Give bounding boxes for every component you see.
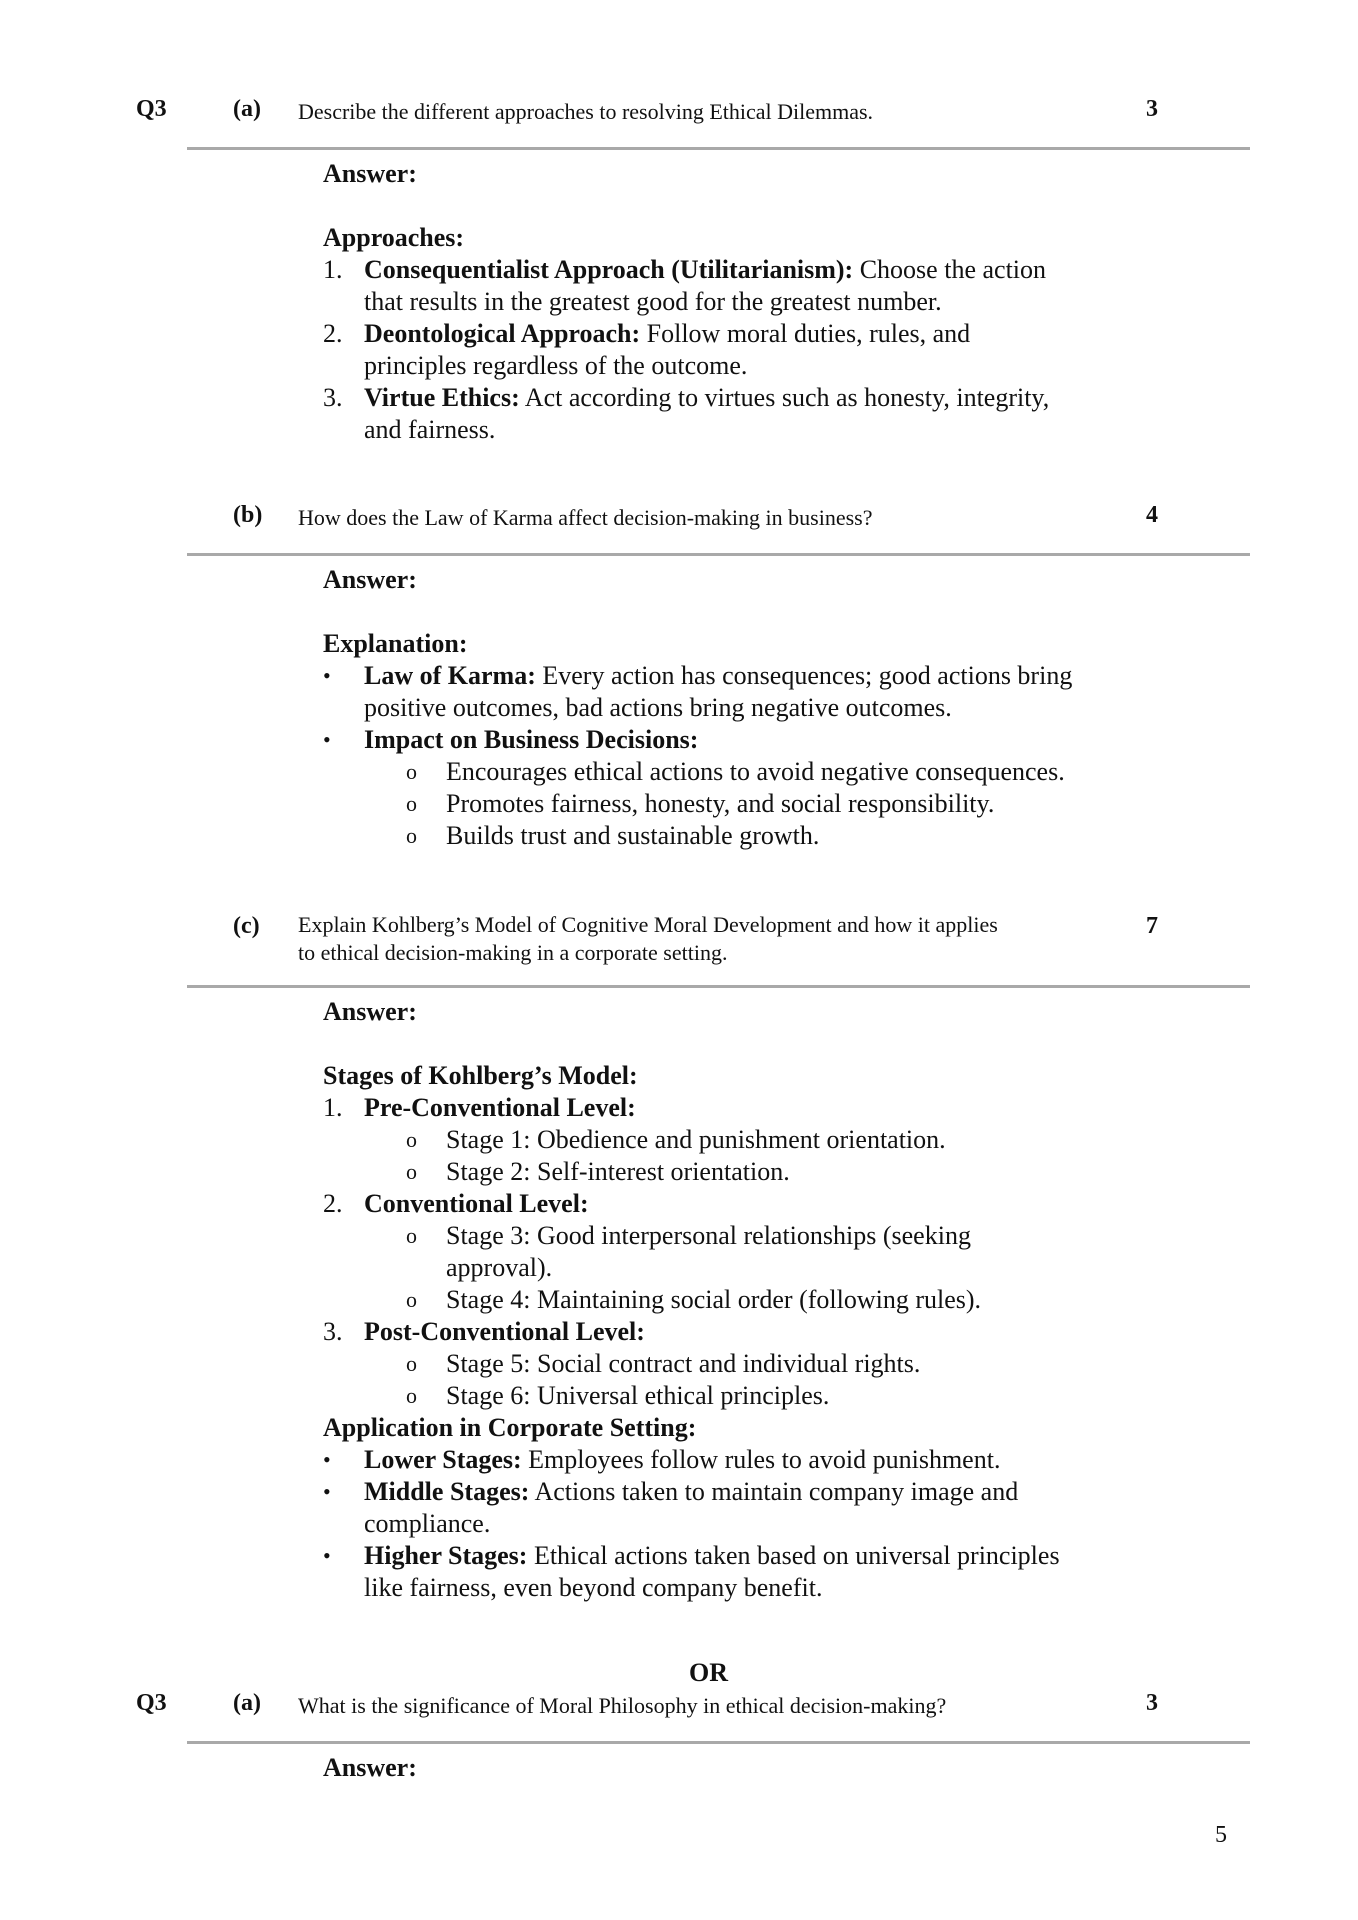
level-title: Pre-Conventional Level: — [364, 1093, 636, 1122]
question-text: Describe the different approaches to resolving Ethical Dilemmas. — [298, 99, 874, 124]
item-term: Lower Stages: — [364, 1445, 522, 1474]
sub-bullet-icon: o — [406, 791, 417, 816]
item-term: Law of Karma: — [364, 661, 536, 690]
item-text: Choose the action — [853, 255, 1047, 284]
item-text: Act according to virtues such as honesty, integrity, — [519, 383, 1050, 412]
sub-bullet-icon: o — [406, 759, 417, 784]
answer-label: Answer: — [323, 159, 417, 188]
stage-item: Stage 1: Obedience and punishment orientation. — [446, 1125, 946, 1154]
question-marks: 3 — [1146, 1690, 1158, 1716]
list-item — [364, 254, 1046, 286]
answer-label: Answer: — [323, 565, 417, 594]
question-number: Q3 — [136, 96, 167, 122]
list-number: 3. — [323, 383, 343, 412]
sub-item: Builds trust and sustainable growth. — [446, 821, 820, 850]
item-term: Middle Stages: — [364, 1477, 530, 1506]
section-heading: Explanation: — [323, 629, 468, 658]
sub-bullet-icon: o — [406, 1383, 417, 1408]
question-part: (c) — [233, 913, 260, 939]
item-continuation: like fairness, even beyond company benefit. — [364, 1573, 823, 1602]
bullet-icon: • — [323, 727, 331, 752]
stage-continuation: approval). — [446, 1253, 553, 1282]
list-number: 2. — [323, 1189, 343, 1218]
bullet-item — [364, 660, 1072, 692]
bullet-item — [364, 1444, 1000, 1476]
item-text: Every action has consequences; good actions bring — [535, 661, 1073, 690]
answer-label: Answer: — [323, 997, 417, 1026]
item-continuation: compliance. — [364, 1509, 491, 1538]
sub-item: Encourages ethical actions to avoid negative consequences. — [446, 757, 1065, 786]
item-term: Virtue Ethics: — [364, 383, 520, 412]
bullet-icon: • — [323, 1447, 331, 1472]
item-text: Follow moral duties, rules, and — [640, 319, 971, 348]
divider — [187, 985, 1250, 988]
item-text: Actions taken to maintain company image and — [529, 1477, 1019, 1506]
question-text: What is the significance of Moral Philosophy in ethical decision-making? — [298, 1693, 947, 1718]
sub-item: Promotes fairness, honesty, and social responsibility. — [446, 789, 995, 818]
section-heading: Application in Corporate Setting: — [323, 1413, 697, 1442]
question-part: (a) — [233, 96, 261, 122]
question-part: (a) — [233, 1690, 261, 1716]
question-marks: 7 — [1146, 913, 1158, 939]
item-continuation: and fairness. — [364, 415, 496, 444]
item-continuation: positive outcomes, bad actions bring negative outcomes. — [364, 693, 952, 722]
divider — [187, 1741, 1250, 1744]
question-text: How does the Law of Karma affect decision-making in business? — [298, 505, 873, 530]
question-text-line2: to ethical decision-making in a corporate setting. — [298, 940, 728, 965]
level-title: Post-Conventional Level: — [364, 1317, 645, 1346]
list-number: 2. — [323, 319, 343, 348]
list-number: 3. — [323, 1317, 343, 1346]
divider — [187, 553, 1250, 556]
sub-bullet-icon: o — [406, 1351, 417, 1376]
question-number: Q3 — [136, 1690, 167, 1716]
list-number: 1. — [323, 255, 343, 284]
page-number: 5 — [1215, 1822, 1227, 1848]
item-term: Deontological Approach: — [364, 319, 641, 348]
question-part: (b) — [233, 502, 263, 528]
sub-bullet-icon: o — [406, 1223, 417, 1248]
stage-item: Stage 6: Universal ethical principles. — [446, 1381, 830, 1410]
stage-item: Stage 2: Self-interest orientation. — [446, 1157, 790, 1186]
item-term: Consequentialist Approach (Utilitarianism): — [364, 255, 854, 284]
item-text: Employees follow rules to avoid punishment. — [521, 1445, 1001, 1474]
bullet-icon: • — [323, 663, 331, 688]
sub-bullet-icon: o — [406, 1159, 417, 1184]
or-separator: OR — [689, 1658, 728, 1687]
stage-item: Stage 3: Good interpersonal relationships (seeking — [446, 1221, 971, 1250]
section-heading: Stages of Kohlberg’s Model: — [323, 1061, 638, 1090]
list-number: 1. — [323, 1093, 343, 1122]
bullet-item: Impact on Business Decisions: — [364, 725, 699, 754]
question-text-line1: Explain Kohlberg’s Model of Cognitive Moral Development and how it applies — [298, 912, 998, 937]
item-continuation: that results in the greatest good for the greatest number. — [364, 287, 942, 316]
bullet-item — [364, 1540, 1060, 1572]
item-continuation: principles regardless of the outcome. — [364, 351, 748, 380]
list-item — [364, 382, 1049, 414]
stage-item: Stage 4: Maintaining social order (following rules). — [446, 1285, 982, 1314]
divider — [187, 147, 1250, 150]
item-text: Ethical actions taken based on universal principles — [527, 1541, 1060, 1570]
question-marks: 4 — [1146, 502, 1158, 528]
bullet-icon: • — [323, 1479, 331, 1504]
answer-label: Answer: — [323, 1753, 417, 1782]
bullet-item — [364, 1476, 1018, 1508]
level-title: Conventional Level: — [364, 1189, 589, 1218]
bullet-icon: • — [323, 1543, 331, 1568]
sub-bullet-icon: o — [406, 1127, 417, 1152]
question-marks: 3 — [1146, 96, 1158, 122]
list-item — [364, 318, 970, 350]
section-heading: Approaches: — [323, 223, 465, 252]
sub-bullet-icon: o — [406, 1287, 417, 1312]
stage-item: Stage 5: Social contract and individual rights. — [446, 1349, 921, 1378]
item-term: Higher Stages: — [364, 1541, 528, 1570]
sub-bullet-icon: o — [406, 823, 417, 848]
